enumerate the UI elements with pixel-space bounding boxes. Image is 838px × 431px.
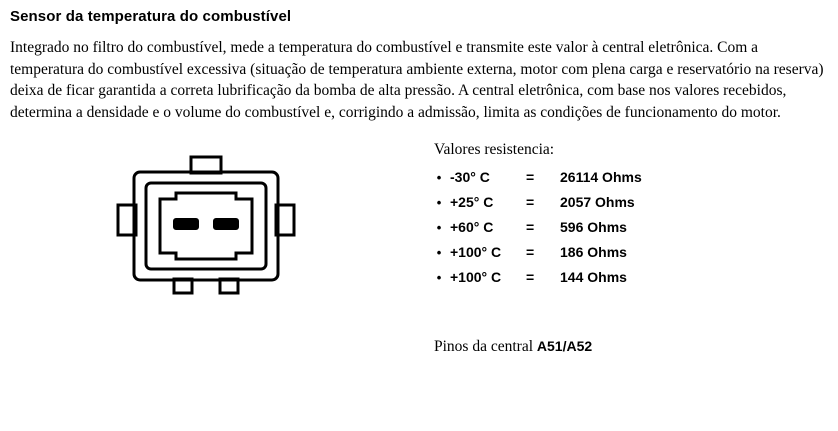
figure-and-values-row — [8, 141, 826, 371]
equals-sign: = — [526, 269, 535, 285]
equals-sign: = — [526, 194, 535, 210]
resistance-value: 26114 Ohms — [560, 169, 642, 185]
list-item — [428, 240, 828, 265]
list-item — [428, 190, 828, 215]
list-item — [428, 265, 828, 290]
resistance-value: 2057 Ohms — [560, 194, 635, 210]
central-pins-label: Pinos da central — [434, 338, 537, 355]
values-heading: Valores resistencia: — [434, 141, 555, 158]
bullet-icon: • — [436, 220, 442, 235]
bullet-icon: • — [436, 270, 442, 285]
page-title: Sensor da temperatura do combustível — [10, 8, 292, 25]
equals-sign: = — [526, 169, 535, 185]
central-pins — [434, 338, 592, 356]
temperature-value: +100° C — [450, 244, 502, 260]
resistance-values-block — [428, 141, 828, 290]
resistance-value-list — [428, 165, 828, 290]
bullet-icon: • — [436, 195, 442, 210]
temperature-value: +25° C — [450, 194, 494, 210]
temperature-value: -30° C — [450, 169, 490, 185]
list-item — [428, 165, 828, 190]
bullet-icon: • — [436, 245, 442, 260]
temperature-value: +100° C — [450, 269, 502, 285]
resistance-value: 144 Ohms — [560, 269, 627, 285]
temperature-value: +60° C — [450, 219, 494, 235]
bullet-icon: • — [436, 170, 442, 185]
resistance-value: 186 Ohms — [560, 244, 627, 260]
list-item — [428, 215, 828, 240]
resistance-value: 596 Ohms — [560, 219, 627, 235]
equals-sign: = — [526, 244, 535, 260]
connector-diagram — [116, 155, 296, 300]
equals-sign: = — [526, 219, 535, 235]
body-paragraph: Integrado no filtro do combustível, mede a temperatura do combustível e transmite este valor à central eletrônica. Com a temperatura do combustível excessiva (situação de temperatura ambiente externa, motor com plena carga e reservatório na reserva) deixa de ficar garantida a correta lubrificação da bomba de alta pressão. A central eletrônica, com base nos valores recebidos, determina a densidade e o volume do combustível e, corrigindo a admissão, limita as condições de funcionamento do motor. — [10, 39, 824, 121]
central-pins-value: A51/A52 — [536, 338, 593, 354]
